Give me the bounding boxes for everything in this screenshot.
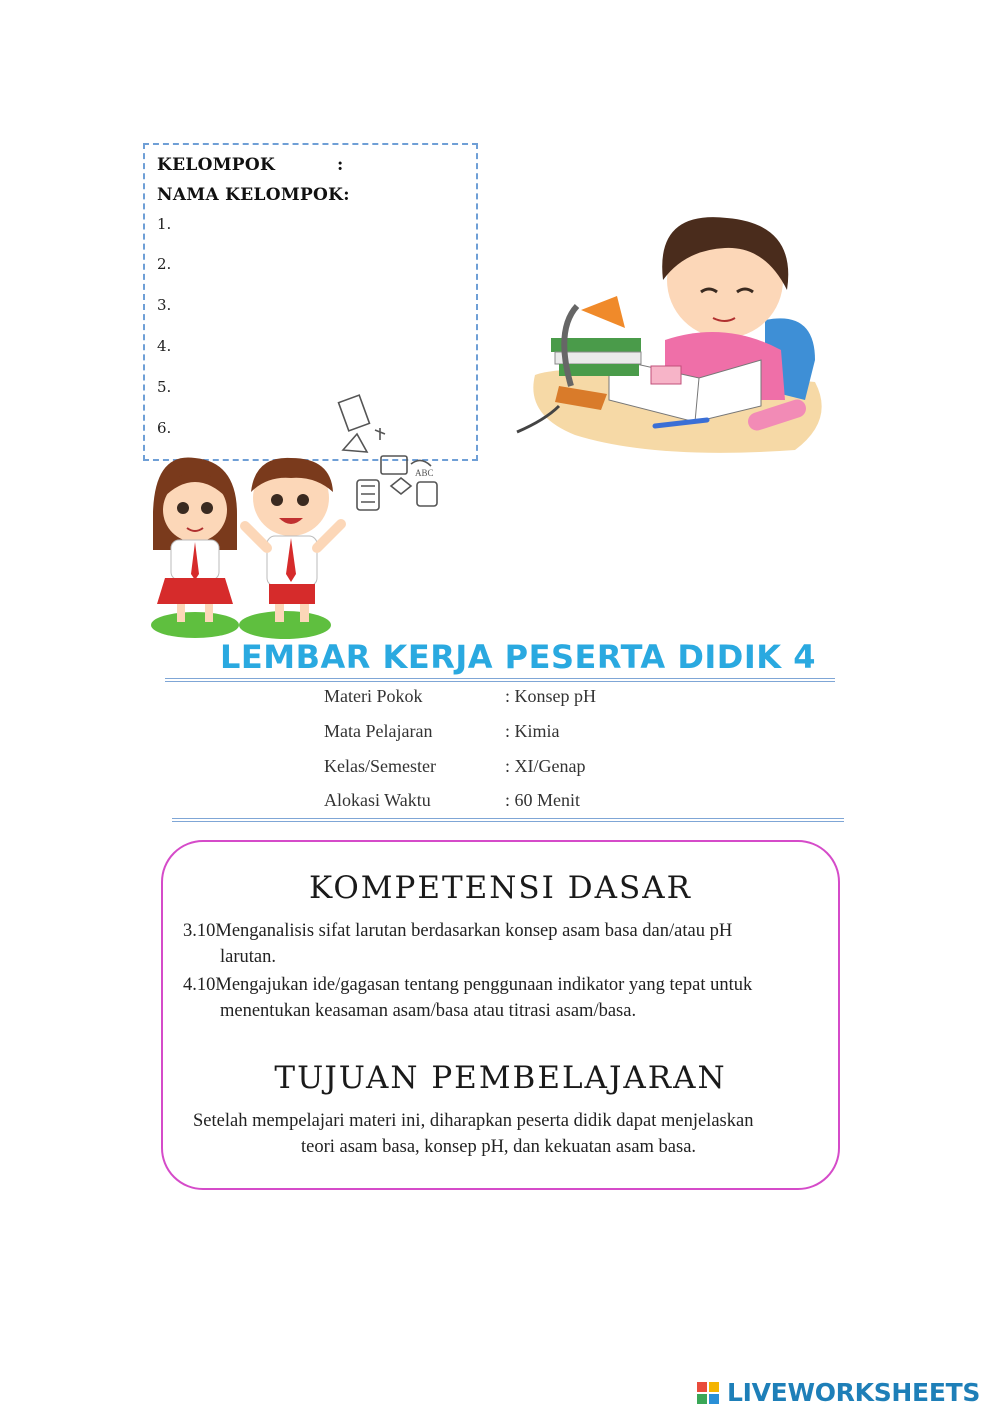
logo-text: LIVEWORKSHEETS bbox=[727, 1378, 981, 1407]
info-underline-bottom bbox=[172, 821, 844, 822]
kompetensi-heading: KOMPETENSI DASAR bbox=[309, 870, 692, 906]
students-illustration bbox=[145, 452, 350, 644]
school-doodles-illustration bbox=[335, 390, 450, 520]
title-underline-top bbox=[165, 678, 835, 679]
info-value: : 60 Menit bbox=[505, 790, 580, 810]
info-underline-top bbox=[172, 818, 844, 819]
member-1: 1. bbox=[157, 215, 172, 233]
member-3: 3. bbox=[157, 296, 172, 314]
member-2: 2. bbox=[157, 255, 172, 273]
info-label: Kelas/Semester bbox=[324, 756, 436, 776]
kompetensi-item-2-line1: 4.10Mengajukan ide/gagasan tentang penggunaan indikator yang tepat untuk bbox=[183, 975, 753, 995]
kelompok-label: KELOMPOK bbox=[157, 155, 276, 175]
logo-tiles-icon bbox=[697, 1382, 719, 1404]
kompetensi-item-1-line1: 3.10Menganalisis sifat larutan berdasarkan konsep asam basa dan/atau pH bbox=[183, 921, 733, 941]
kelompok-colon: : bbox=[337, 155, 344, 175]
nama-kelompok-label: NAMA KELOMPOK: bbox=[157, 185, 350, 205]
member-5: 5. bbox=[157, 378, 172, 396]
info-label: Materi Pokok bbox=[324, 686, 423, 706]
info-label: Mata Pelajaran bbox=[324, 721, 433, 741]
info-value: : Kimia bbox=[505, 721, 560, 741]
info-value: : Konsep pH bbox=[505, 686, 596, 706]
info-label: Alokasi Waktu bbox=[324, 790, 431, 810]
info-table bbox=[324, 686, 844, 816]
title-underline-bottom bbox=[165, 681, 835, 682]
liveworksheets-logo[interactable] bbox=[697, 1378, 980, 1408]
competency-box bbox=[161, 840, 840, 1190]
tujuan-heading: TUJUAN PEMBELAJARAN bbox=[274, 1060, 727, 1096]
member-6: 6. bbox=[157, 419, 172, 437]
kompetensi-item-2-line2: menentukan keasaman asam/basa atau titrasi asam/basa. bbox=[220, 1001, 637, 1021]
worksheet-title: LEMBAR KERJA PESERTA DIDIK 4 bbox=[220, 638, 816, 676]
kompetensi-item-1-line2: larutan. bbox=[220, 947, 276, 967]
reading-student-illustration bbox=[515, 210, 835, 460]
tujuan-line1: Setelah mempelajari materi ini, diharapkan peserta didik dapat menjelaskan bbox=[193, 1111, 754, 1131]
svg-text:ABC: ABC bbox=[415, 468, 434, 478]
info-value: : XI/Genap bbox=[505, 756, 586, 776]
tujuan-line2: teori asam basa, konsep pH, dan kekuatan asam basa. bbox=[301, 1137, 697, 1157]
member-4: 4. bbox=[157, 337, 172, 355]
